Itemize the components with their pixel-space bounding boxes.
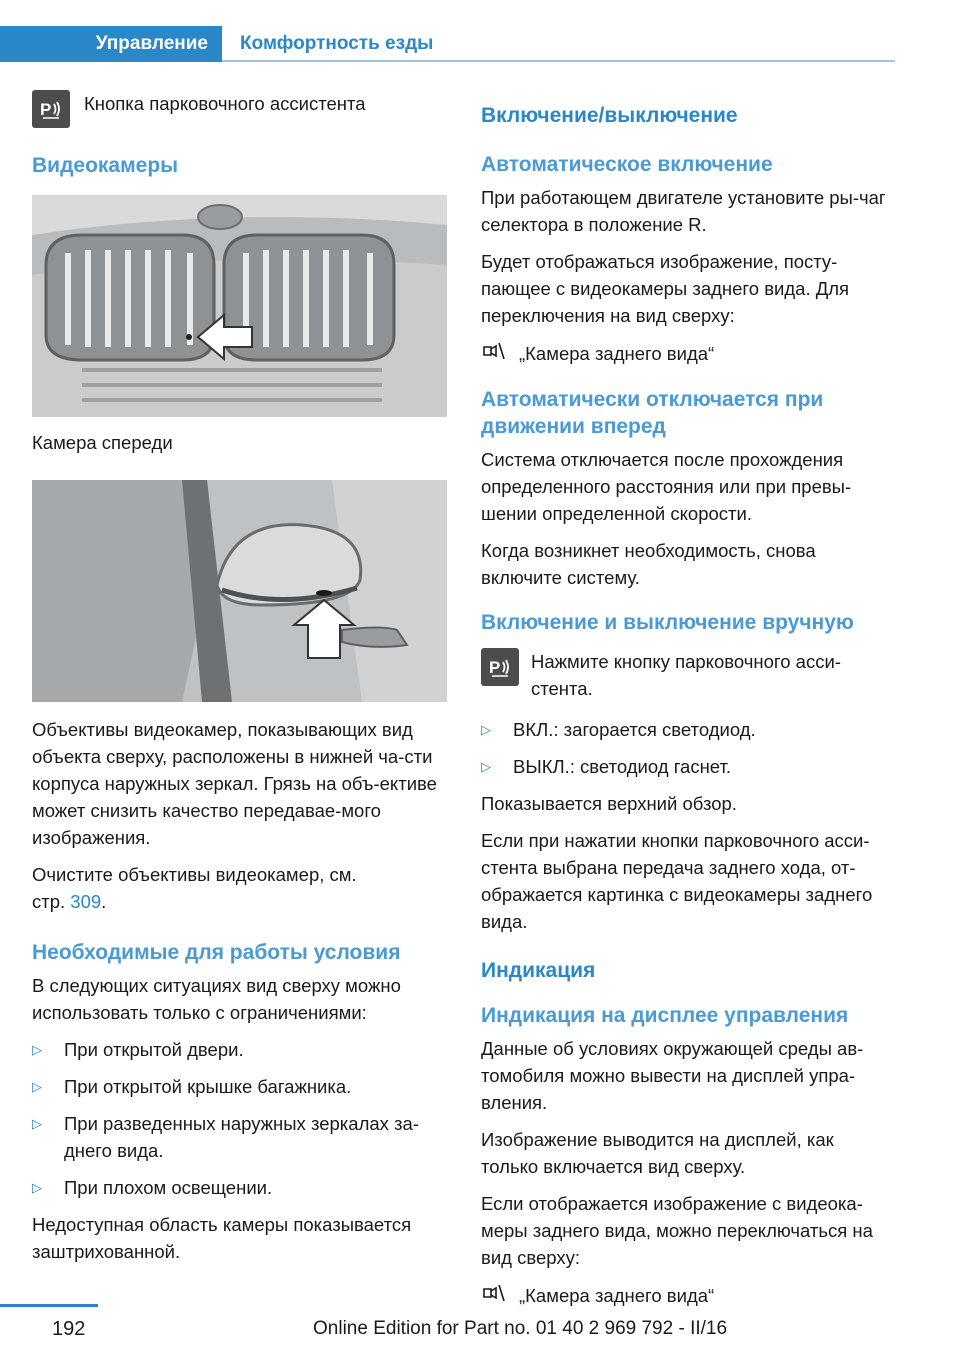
- triangle-bullet-icon: ▷: [32, 1079, 42, 1094]
- condition-text: При плохом освещении.: [64, 1177, 273, 1198]
- top-view-text: Показывается верхний обзор.: [481, 793, 737, 814]
- section-heading-conditions: Необходимые для работы условия: [32, 941, 401, 964]
- manual-bullet-text: ВЫКЛ.: светодиод гаснет.: [513, 756, 732, 777]
- rear-camera-icon: [481, 1281, 507, 1310]
- list-item: [32, 1174, 447, 1201]
- edition-note: Online Edition for Part no. 01 40 2 969 792 - II/16: [313, 1318, 728, 1339]
- rear-camera-row: [481, 339, 896, 368]
- manual-bullet-text: ВКЛ.: загорается светодиод.: [513, 719, 756, 740]
- auto-on-text-2: Будет отображаться изображение, посту-пающее с видеокамеры заднего вида. Для переключения на вид сверху:: [481, 251, 850, 326]
- manual-button-row: [481, 648, 896, 702]
- list-item: [32, 1036, 447, 1063]
- auto-off-text: Система отключается после прохождения определенного расстояния или при превы-шении определенной скорости.: [481, 449, 852, 524]
- rear-camera-label-2: „Камера заднего вида“: [519, 1285, 715, 1306]
- parking-assistant-button-icon: [481, 648, 519, 686]
- triangle-bullet-icon: ▷: [32, 1116, 42, 1131]
- display-text-1: Данные об условиях окружающей среды ав-томобиля можно вывести на дисплей упра-вления.: [481, 1038, 864, 1113]
- caption-front-camera: Камера спереди: [32, 432, 173, 453]
- rear-camera-label: „Камера заднего вида“: [519, 343, 715, 364]
- clean-text-3: .: [101, 891, 107, 912]
- clean-text-1: Очистите объективы видеокамер, см.: [32, 864, 357, 885]
- mirror-camera-figure: [32, 480, 447, 702]
- triangle-bullet-icon: ▷: [481, 759, 491, 774]
- subheading-manual: Включение и выключение вручную: [481, 611, 854, 634]
- triangle-bullet-icon: ▷: [32, 1042, 42, 1057]
- list-item: [32, 1073, 447, 1100]
- list-item: [481, 753, 896, 780]
- page-number: 192: [52, 1318, 86, 1340]
- display-text-3: Если отображается изображение с видеока-меры заднего вида, можно переключаться на вид сверху:: [481, 1193, 873, 1268]
- section-heading-cameras: Видеокамеры: [32, 154, 179, 177]
- tab-control[interactable]: Управление: [0, 26, 222, 62]
- hatched-area-note: Недоступная область камеры показывается заштрихованной.: [32, 1214, 412, 1262]
- mirror-description: Объективы видеокамер, показывающих вид объекта сверху, расположены в нижней ча-сти корпуса наружных зеркал. Грязь на объ-ективе может снизить качество передавае-мого изображения.: [32, 719, 437, 848]
- front-camera-figure: [32, 195, 447, 417]
- parking-button-row: [32, 90, 447, 128]
- clean-instruction: [32, 861, 447, 915]
- triangle-bullet-icon: ▷: [481, 722, 491, 737]
- manual-text: Нажмите кнопку парковочного асси-стента.: [531, 651, 841, 699]
- header-bar: [0, 0, 960, 62]
- right-column: [481, 102, 896, 1320]
- list-item: [481, 716, 896, 743]
- footer-rule: [0, 1304, 98, 1307]
- condition-text: При открытой двери.: [64, 1039, 244, 1060]
- svg-text:P: P: [40, 100, 52, 119]
- auto-off-text-2: Когда возникнет необходимость, снова включите систему.: [481, 540, 816, 588]
- list-item: [32, 1110, 447, 1164]
- tab-driving-comfort[interactable]: Комфортность езды: [240, 33, 434, 54]
- left-column: [32, 90, 447, 1275]
- section-heading-onoff: Включение/выключение: [481, 104, 738, 127]
- section-heading-display: Индикация: [481, 959, 596, 982]
- conditions-intro: В следующих ситуациях вид сверху можно использовать только с ограничениями:: [32, 975, 401, 1023]
- auto-on-text: При работающем двигателе установите ры-чаг селектора в положение R.: [481, 187, 886, 235]
- reverse-text: Если при нажатии кнопки парковочного асси-стента выбрана передача заднего хода, от-ображается картинка с видеокамеры заднего вида.: [481, 830, 873, 932]
- header-rule: [222, 60, 895, 62]
- condition-text: При разведенных наружных зеркалах за-днего вида.: [64, 1113, 419, 1161]
- clean-text-2: стр.: [32, 891, 66, 912]
- parking-button-label: Кнопка парковочного ассистента: [84, 93, 366, 114]
- condition-text: При открытой крышке багажника.: [64, 1076, 352, 1097]
- subheading-auto-on: Автоматическое включение: [481, 153, 773, 176]
- rear-camera-icon: [481, 339, 507, 368]
- svg-text:P: P: [489, 658, 501, 677]
- page-link-309[interactable]: 309: [70, 891, 102, 912]
- triangle-bullet-icon: ▷: [32, 1180, 42, 1195]
- subheading-auto-off: Автоматически отключается при движении вперед: [481, 388, 824, 438]
- subheading-display-control: Индикация на дисплее управления: [481, 1004, 849, 1027]
- parking-assistant-button-icon: [32, 90, 70, 128]
- rear-camera-row-2: [481, 1281, 896, 1310]
- display-text-2: Изображение выводится на дисплей, как только включается вид сверху.: [481, 1129, 834, 1177]
